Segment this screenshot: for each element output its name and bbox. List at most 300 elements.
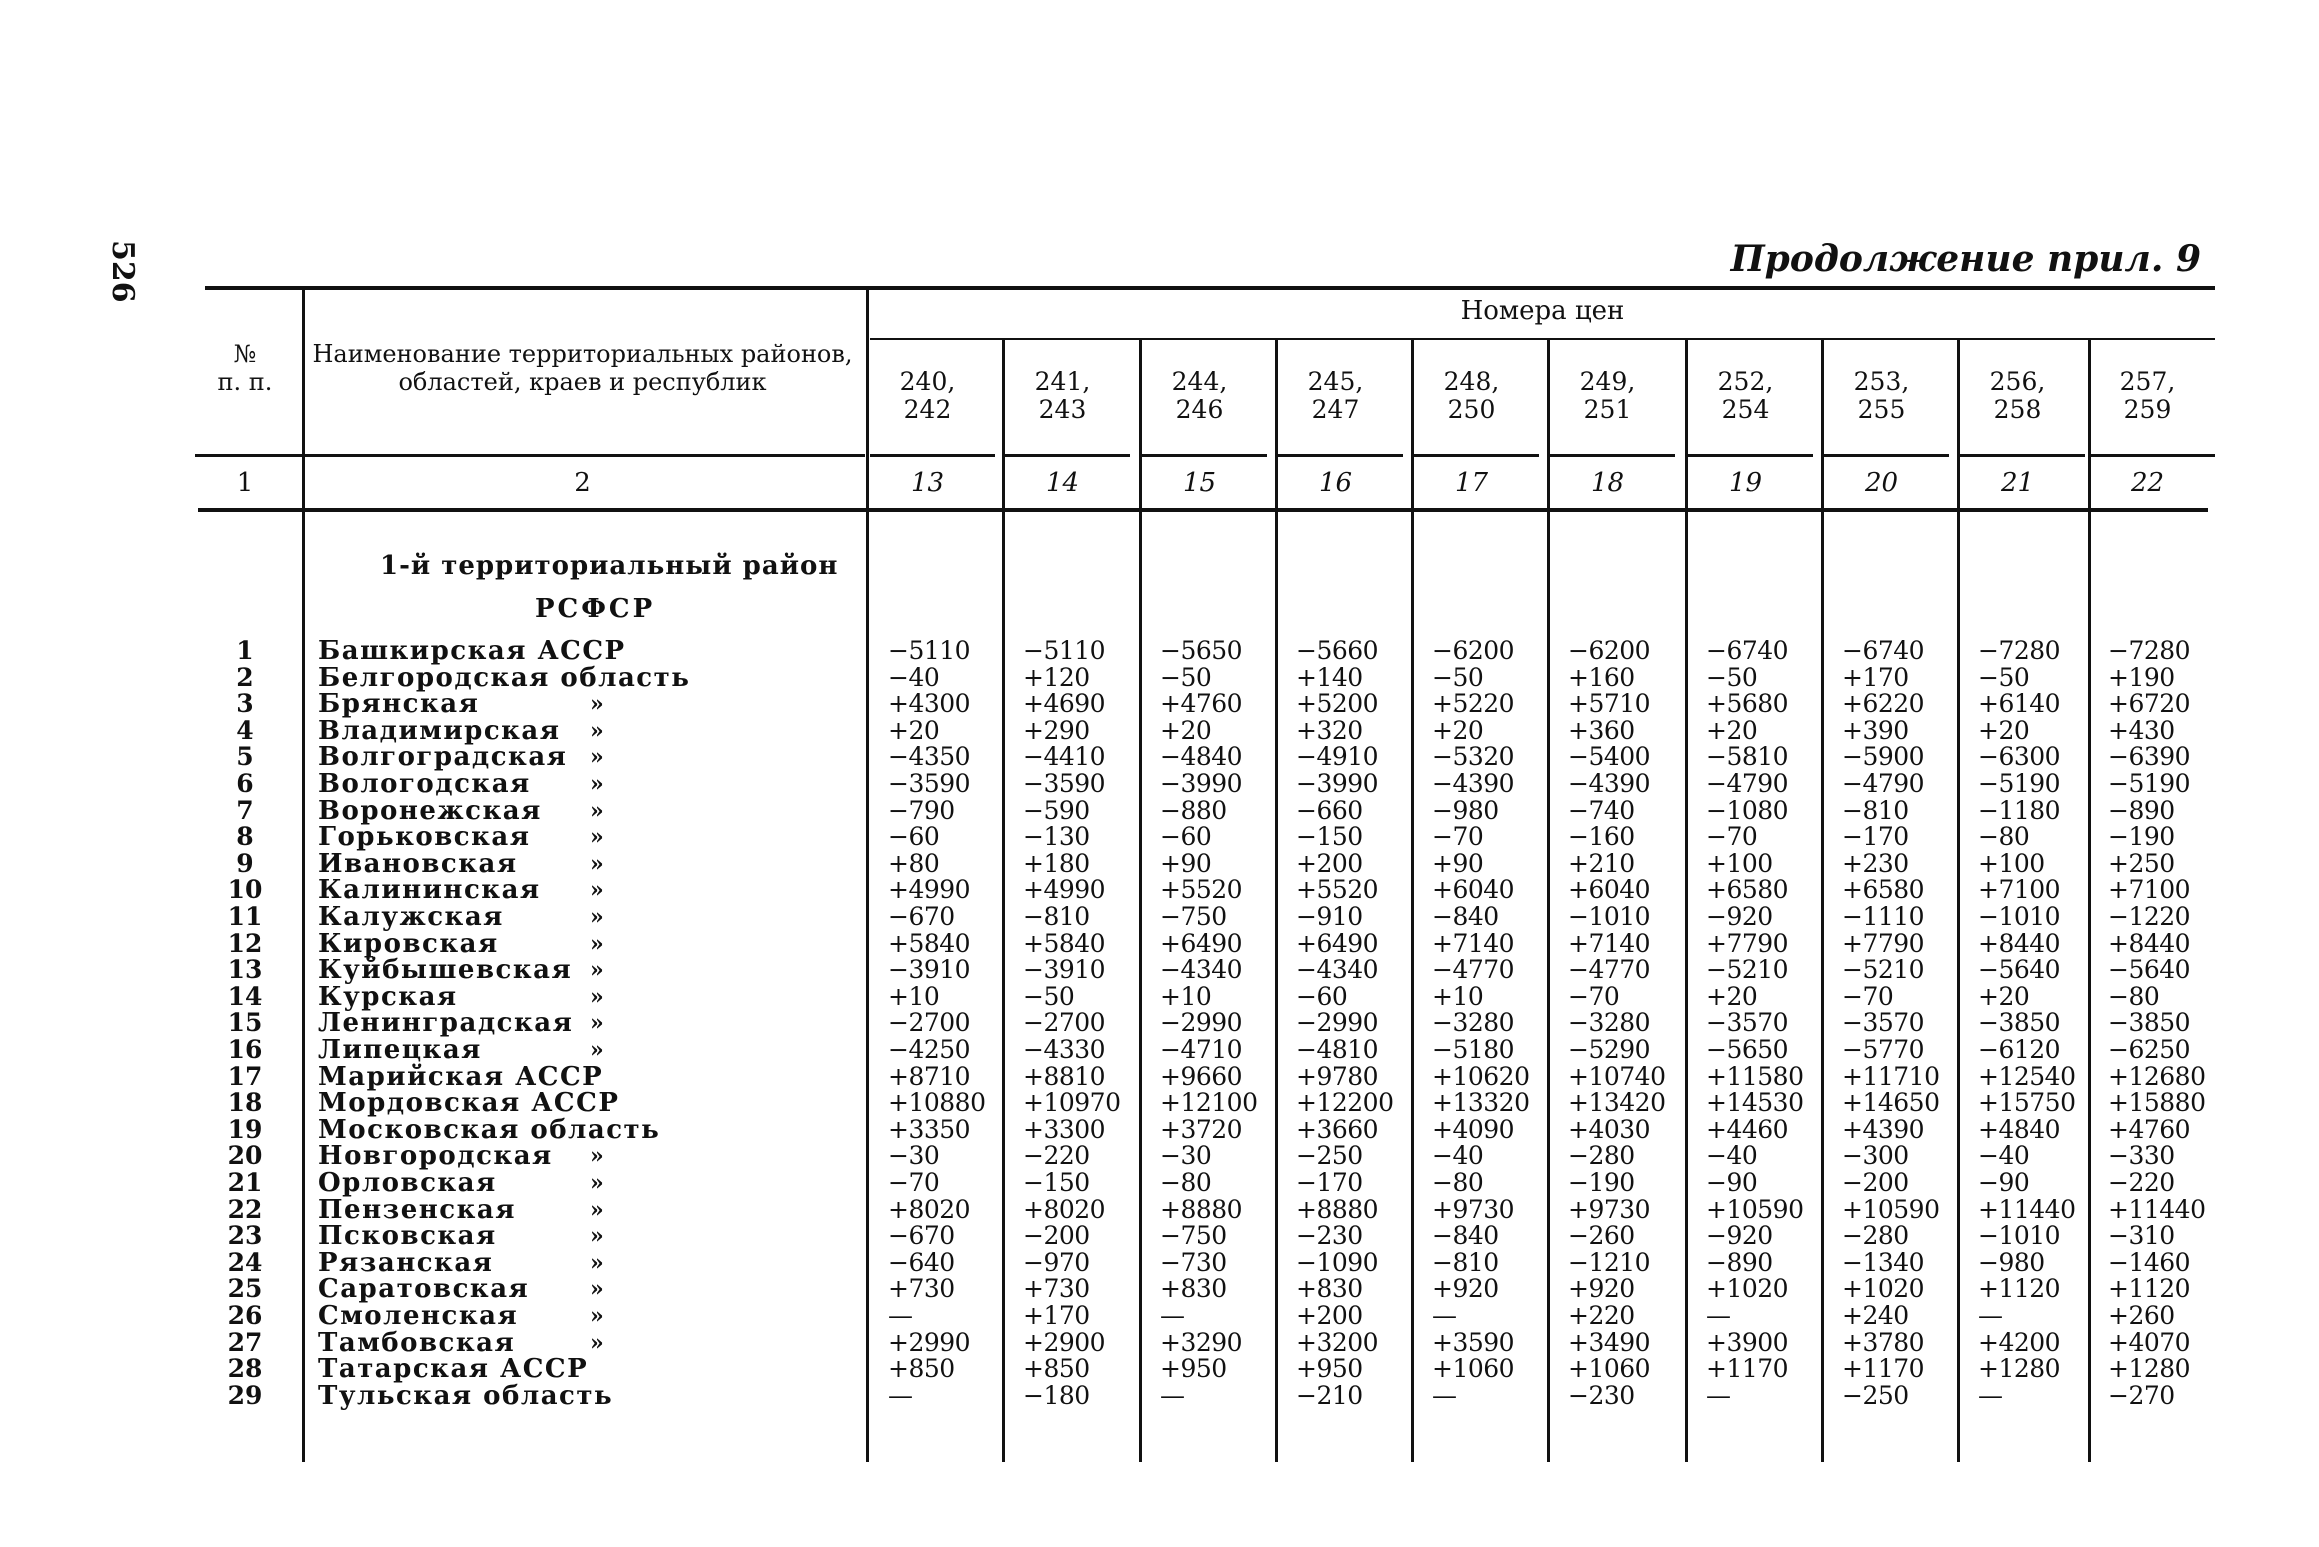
row-name: Московская область bbox=[318, 1114, 661, 1145]
value-cell: +5710 bbox=[1568, 689, 1651, 719]
row-number: 16 bbox=[227, 1035, 263, 1064]
value-cell: −3990 bbox=[1160, 769, 1243, 798]
value-cell: +160 bbox=[1568, 662, 1635, 692]
value-cell: −40 bbox=[888, 662, 940, 692]
column-number: 16 bbox=[1318, 468, 1353, 498]
value-cell: −2700 bbox=[1023, 1008, 1106, 1038]
row-name: Татарская АССР bbox=[318, 1354, 589, 1385]
value-cell: +170 bbox=[1842, 662, 1909, 692]
value-cell: −670 bbox=[888, 1221, 955, 1251]
value-cell: −3910 bbox=[1023, 955, 1106, 985]
header-rule-segment bbox=[1414, 454, 1539, 457]
row-number: 2 bbox=[236, 662, 254, 692]
value-cell: +9660 bbox=[1160, 1061, 1243, 1091]
value-cell: +3300 bbox=[1023, 1114, 1106, 1144]
value-cell: +10590 bbox=[1706, 1194, 1804, 1224]
column-number: 15 bbox=[1182, 468, 1217, 498]
value-cell: +14530 bbox=[1706, 1088, 1804, 1118]
value-cell: −3590 bbox=[888, 769, 971, 798]
value-cell: +11710 bbox=[1842, 1061, 1940, 1091]
value-cell: −5190 bbox=[1978, 769, 2061, 798]
value-cell: +290 bbox=[1023, 715, 1090, 745]
value-cell: −250 bbox=[1296, 1141, 1363, 1171]
value-cell: — bbox=[1160, 1301, 1185, 1330]
value-cell: — bbox=[1706, 1301, 1731, 1330]
row-name: Калининская bbox=[318, 875, 541, 906]
value-cell: −4410 bbox=[1023, 742, 1106, 772]
column-divider bbox=[1821, 340, 1824, 1462]
value-cell: — bbox=[1978, 1380, 2003, 1410]
value-cell: −4390 bbox=[1432, 769, 1515, 798]
header-rule-segment bbox=[1824, 454, 1949, 457]
value-cell: +4840 bbox=[1978, 1114, 2061, 1144]
value-cell: +3720 bbox=[1160, 1114, 1243, 1144]
row-number: 4 bbox=[236, 715, 254, 745]
value-cell: +11440 bbox=[2108, 1194, 2206, 1224]
ditto-mark: » bbox=[590, 1037, 604, 1063]
value-cell: −7280 bbox=[1978, 636, 2061, 665]
price-column-header: 253, 255 bbox=[1853, 367, 1910, 424]
header-rule-segment bbox=[1688, 454, 1813, 457]
value-cell: +180 bbox=[1023, 848, 1090, 878]
value-cell: +10880 bbox=[888, 1088, 986, 1118]
value-cell: +10620 bbox=[1432, 1061, 1530, 1091]
value-cell: −330 bbox=[2108, 1141, 2175, 1171]
value-cell: −730 bbox=[1160, 1247, 1227, 1277]
value-cell: +850 bbox=[1023, 1354, 1090, 1384]
ditto-mark: » bbox=[590, 1303, 604, 1329]
value-cell: −970 bbox=[1023, 1247, 1090, 1277]
value-cell: +5220 bbox=[1432, 689, 1515, 719]
column-number: 22 bbox=[2130, 468, 2165, 498]
value-cell: — bbox=[888, 1301, 913, 1330]
value-cell: −4390 bbox=[1568, 769, 1651, 798]
row-name: Тульская область bbox=[318, 1380, 614, 1411]
value-cell: +6580 bbox=[1706, 875, 1789, 905]
value-cell: +12540 bbox=[1978, 1061, 2076, 1091]
value-cell: −190 bbox=[2108, 822, 2175, 852]
value-cell: +10 bbox=[1432, 981, 1484, 1011]
value-cell: +10740 bbox=[1568, 1061, 1666, 1091]
value-cell: −5810 bbox=[1706, 742, 1789, 772]
header-rule-segment bbox=[1550, 454, 1675, 457]
value-cell: +2990 bbox=[888, 1327, 971, 1357]
column-number: 20 bbox=[1864, 468, 1899, 498]
value-cell: −5210 bbox=[1706, 955, 1789, 985]
value-cell: −840 bbox=[1432, 902, 1499, 931]
value-cell: +6580 bbox=[1842, 875, 1925, 905]
value-cell: −40 bbox=[1706, 1141, 1758, 1171]
value-cell: +6040 bbox=[1568, 875, 1651, 905]
row-number: 22 bbox=[227, 1194, 263, 1224]
ditto-mark: » bbox=[590, 691, 604, 718]
ditto-mark: » bbox=[590, 1223, 604, 1250]
value-cell: −260 bbox=[1568, 1221, 1635, 1251]
row-name: Куйбышевская bbox=[318, 955, 573, 986]
value-cell: −6740 bbox=[1706, 636, 1789, 665]
value-cell: −300 bbox=[1842, 1141, 1909, 1171]
prices-rule bbox=[870, 338, 2215, 340]
value-cell: +5680 bbox=[1706, 689, 1789, 719]
value-cell: +3660 bbox=[1296, 1114, 1379, 1144]
value-cell: +200 bbox=[1296, 848, 1363, 878]
price-column-header: 249, 251 bbox=[1579, 367, 1636, 424]
value-cell: −3850 bbox=[1978, 1008, 2061, 1038]
value-cell: −1220 bbox=[2108, 902, 2191, 931]
value-cell: +5200 bbox=[1296, 689, 1379, 719]
price-column-header: 252, 254 bbox=[1717, 367, 1774, 424]
value-cell: −1010 bbox=[1568, 902, 1651, 931]
row-name: Калужская bbox=[318, 902, 504, 932]
column-divider bbox=[1275, 340, 1278, 1462]
row-name: Псковская bbox=[318, 1221, 497, 1252]
row-number: 23 bbox=[227, 1221, 263, 1251]
ditto-mark: » bbox=[590, 877, 604, 904]
value-cell: +4990 bbox=[1023, 875, 1106, 905]
value-cell: −880 bbox=[1160, 795, 1227, 825]
row-number: 24 bbox=[227, 1247, 263, 1277]
value-cell: −60 bbox=[1296, 981, 1348, 1011]
row-name: Новгородская bbox=[318, 1141, 553, 1172]
header-rule-segment bbox=[2090, 454, 2215, 457]
value-cell: −150 bbox=[1023, 1168, 1090, 1197]
value-cell: +20 bbox=[1432, 715, 1484, 745]
ditto-mark: » bbox=[590, 1010, 604, 1037]
column-number: 13 bbox=[910, 468, 945, 498]
value-cell: −4770 bbox=[1568, 955, 1651, 985]
column-divider bbox=[1411, 340, 1414, 1462]
row-name: Смоленская bbox=[318, 1301, 519, 1331]
section-title: 1-й территориальный район bbox=[380, 551, 839, 581]
value-cell: −1090 bbox=[1296, 1247, 1379, 1277]
value-cell: +1020 bbox=[1706, 1274, 1789, 1304]
value-cell: −790 bbox=[888, 795, 955, 825]
row-number: 20 bbox=[227, 1141, 263, 1171]
value-cell: +8020 bbox=[1023, 1194, 1106, 1224]
value-cell: −50 bbox=[1706, 662, 1758, 692]
header-prices: Номера цен bbox=[1460, 296, 1625, 326]
value-cell: −750 bbox=[1160, 902, 1227, 931]
row-name: Владимирская bbox=[318, 715, 561, 746]
row-number: 19 bbox=[227, 1114, 263, 1144]
value-cell: +7790 bbox=[1842, 928, 1925, 958]
value-cell: −50 bbox=[1978, 662, 2030, 692]
column-divider bbox=[1139, 340, 1142, 1462]
value-cell: −810 bbox=[1842, 795, 1909, 825]
price-column-header: 248, 250 bbox=[1443, 367, 1500, 424]
row-number: 11 bbox=[227, 902, 263, 931]
value-cell: +200 bbox=[1296, 1301, 1363, 1330]
value-cell: −4330 bbox=[1023, 1035, 1106, 1064]
price-column-header: 240, 242 bbox=[899, 367, 956, 424]
value-cell: −840 bbox=[1432, 1221, 1499, 1251]
value-cell: +13320 bbox=[1432, 1088, 1530, 1118]
section-subtitle: РСФСР bbox=[535, 594, 656, 624]
value-cell: −80 bbox=[2108, 981, 2160, 1011]
value-cell: +6040 bbox=[1432, 875, 1515, 905]
value-cell: +4300 bbox=[888, 689, 971, 719]
value-cell: +830 bbox=[1160, 1274, 1227, 1304]
value-cell: +7140 bbox=[1568, 928, 1651, 958]
value-cell: +6490 bbox=[1160, 928, 1243, 958]
header-rule-segment bbox=[870, 454, 995, 457]
value-cell: — bbox=[1160, 1380, 1185, 1410]
value-cell: +3290 bbox=[1160, 1327, 1243, 1357]
row-number: 28 bbox=[227, 1354, 263, 1384]
value-cell: +120 bbox=[1023, 662, 1090, 692]
value-cell: +250 bbox=[2108, 848, 2175, 878]
value-cell: +15750 bbox=[1978, 1088, 2076, 1118]
column-number: 17 bbox=[1454, 468, 1489, 498]
value-cell: −4790 bbox=[1706, 769, 1789, 798]
value-cell: +4460 bbox=[1706, 1114, 1789, 1144]
price-column-header: 241, 243 bbox=[1034, 367, 1091, 424]
value-cell: −170 bbox=[1842, 822, 1909, 852]
value-cell: −230 bbox=[1296, 1221, 1363, 1251]
value-cell: +260 bbox=[2108, 1301, 2175, 1330]
value-cell: +4070 bbox=[2108, 1327, 2191, 1357]
value-cell: +240 bbox=[1842, 1301, 1909, 1330]
row-name: Мордовская АССР bbox=[318, 1088, 620, 1119]
value-cell: −1080 bbox=[1706, 795, 1789, 825]
value-cell: +3780 bbox=[1842, 1327, 1925, 1357]
column-divider bbox=[1002, 340, 1005, 1462]
row-name: Ленинградская bbox=[318, 1008, 574, 1039]
value-cell: −80 bbox=[1160, 1168, 1212, 1197]
value-cell: −660 bbox=[1296, 795, 1363, 825]
value-cell: −280 bbox=[1842, 1221, 1909, 1251]
value-cell: −70 bbox=[1706, 822, 1758, 852]
value-cell: +14650 bbox=[1842, 1088, 1940, 1118]
value-cell: −3280 bbox=[1568, 1008, 1651, 1038]
value-cell: −6390 bbox=[2108, 742, 2191, 772]
value-cell: +920 bbox=[1568, 1274, 1635, 1304]
price-column-header: 256, 258 bbox=[1989, 367, 2046, 424]
value-cell: −310 bbox=[2108, 1221, 2175, 1251]
value-cell: +11580 bbox=[1706, 1061, 1804, 1091]
column-number: 14 bbox=[1045, 468, 1080, 498]
value-cell: −4790 bbox=[1842, 769, 1925, 798]
value-cell: −590 bbox=[1023, 795, 1090, 825]
value-cell: −5180 bbox=[1432, 1035, 1515, 1064]
value-cell: −2990 bbox=[1296, 1008, 1379, 1038]
value-cell: +4760 bbox=[2108, 1114, 2191, 1144]
value-cell: +3200 bbox=[1296, 1327, 1379, 1357]
header-rule-segment bbox=[1142, 454, 1267, 457]
value-cell: −5400 bbox=[1568, 742, 1651, 772]
value-cell: +100 bbox=[1978, 848, 2045, 878]
value-cell: +5840 bbox=[888, 928, 971, 958]
ditto-mark: » bbox=[590, 957, 604, 984]
value-cell: +8880 bbox=[1296, 1194, 1379, 1224]
row-number: 7 bbox=[236, 795, 254, 825]
value-cell: −1180 bbox=[1978, 795, 2061, 825]
value-cell: −130 bbox=[1023, 822, 1090, 852]
column-number: 21 bbox=[2000, 468, 2035, 498]
ditto-mark: » bbox=[590, 850, 604, 877]
value-cell: +6140 bbox=[1978, 689, 2061, 719]
value-cell: +360 bbox=[1568, 715, 1635, 745]
value-cell: −5660 bbox=[1296, 636, 1379, 665]
row-name: Горьковская bbox=[318, 822, 531, 853]
ditto-mark: » bbox=[590, 904, 604, 930]
header-rule-segment bbox=[305, 454, 865, 457]
value-cell: +6490 bbox=[1296, 928, 1379, 958]
row-number: 1 bbox=[236, 636, 254, 665]
value-cell: −30 bbox=[1160, 1141, 1212, 1171]
value-cell: +4090 bbox=[1432, 1114, 1515, 1144]
value-cell: +7100 bbox=[2108, 875, 2191, 905]
value-cell: −6300 bbox=[1978, 742, 2061, 772]
value-cell: −980 bbox=[1978, 1247, 2045, 1277]
value-cell: −5640 bbox=[1978, 955, 2061, 985]
ditto-mark: » bbox=[590, 744, 604, 771]
value-cell: −5900 bbox=[1842, 742, 1925, 772]
value-cell: −6120 bbox=[1978, 1035, 2061, 1064]
value-cell: −30 bbox=[888, 1141, 940, 1171]
value-cell: −980 bbox=[1432, 795, 1499, 825]
value-cell: +20 bbox=[1706, 715, 1758, 745]
page-number: 526 bbox=[105, 240, 140, 303]
value-cell: −5650 bbox=[1160, 636, 1243, 665]
header-rule-segment bbox=[1960, 454, 2085, 457]
value-cell: −220 bbox=[2108, 1168, 2175, 1197]
price-column-header: 257, 259 bbox=[2119, 367, 2176, 424]
value-cell: −4770 bbox=[1432, 955, 1515, 985]
row-number: 29 bbox=[227, 1380, 263, 1410]
value-cell: −4840 bbox=[1160, 742, 1243, 772]
value-cell: −810 bbox=[1432, 1247, 1499, 1277]
value-cell: −3850 bbox=[2108, 1008, 2191, 1038]
value-cell: +7140 bbox=[1432, 928, 1515, 958]
value-cell: −5190 bbox=[2108, 769, 2191, 798]
value-cell: −4340 bbox=[1296, 955, 1379, 985]
value-cell: −230 bbox=[1568, 1380, 1635, 1410]
row-number: 27 bbox=[227, 1327, 263, 1357]
value-cell: −3570 bbox=[1706, 1008, 1789, 1038]
value-cell: +8020 bbox=[888, 1194, 971, 1224]
ditto-mark: » bbox=[590, 1196, 604, 1223]
value-cell: −890 bbox=[2108, 795, 2175, 825]
row-name: Липецкая bbox=[318, 1035, 482, 1065]
row-name: Пензенская bbox=[318, 1194, 516, 1225]
value-cell: +3590 bbox=[1432, 1327, 1515, 1357]
value-cell: +20 bbox=[1706, 981, 1758, 1011]
value-cell: −6200 bbox=[1568, 636, 1651, 665]
value-cell: +190 bbox=[2108, 662, 2175, 692]
value-cell: −6740 bbox=[1842, 636, 1925, 665]
value-cell: +10590 bbox=[1842, 1194, 1940, 1224]
row-name: Саратовская bbox=[318, 1274, 530, 1305]
value-cell: +170 bbox=[1023, 1301, 1090, 1330]
value-cell: +1280 bbox=[2108, 1354, 2191, 1384]
value-cell: −50 bbox=[1432, 662, 1484, 692]
value-cell: −920 bbox=[1706, 1221, 1773, 1251]
value-cell: −270 bbox=[2108, 1380, 2175, 1410]
value-cell: +950 bbox=[1296, 1354, 1363, 1384]
value-cell: +90 bbox=[1160, 848, 1212, 878]
value-cell: −40 bbox=[1978, 1141, 2030, 1171]
row-number: 17 bbox=[227, 1061, 263, 1091]
ditto-mark: » bbox=[590, 1276, 604, 1303]
column-number: 18 bbox=[1590, 468, 1625, 498]
value-cell: +6220 bbox=[1842, 689, 1925, 719]
value-cell: −920 bbox=[1706, 902, 1773, 931]
value-cell: −5640 bbox=[2108, 955, 2191, 985]
value-cell: −210 bbox=[1296, 1380, 1363, 1410]
value-cell: +9730 bbox=[1568, 1194, 1651, 1224]
value-cell: +10 bbox=[1160, 981, 1212, 1011]
value-cell: −160 bbox=[1568, 822, 1635, 852]
value-cell: +12100 bbox=[1160, 1088, 1258, 1118]
value-cell: — bbox=[1432, 1301, 1457, 1330]
value-cell: +3350 bbox=[888, 1114, 971, 1144]
value-cell: +830 bbox=[1296, 1274, 1363, 1304]
value-cell: +9780 bbox=[1296, 1061, 1379, 1091]
value-cell: +4990 bbox=[888, 875, 971, 905]
value-cell: −5320 bbox=[1432, 742, 1515, 772]
ditto-mark: » bbox=[590, 930, 604, 957]
value-cell: +11440 bbox=[1978, 1194, 2076, 1224]
ditto-mark: » bbox=[590, 824, 604, 851]
row-name: Белгородская область bbox=[318, 662, 691, 693]
value-cell: −1010 bbox=[1978, 1221, 2061, 1251]
value-cell: +4390 bbox=[1842, 1114, 1925, 1144]
value-cell: −150 bbox=[1296, 822, 1363, 852]
value-cell: +20 bbox=[1160, 715, 1212, 745]
row-name: Тамбовская bbox=[318, 1327, 516, 1358]
value-cell: −200 bbox=[1023, 1221, 1090, 1251]
column-number-rule bbox=[198, 508, 2208, 512]
column-number: 19 bbox=[1728, 468, 1763, 498]
row-number: 26 bbox=[227, 1301, 263, 1330]
row-number: 25 bbox=[227, 1274, 263, 1304]
value-cell: −5770 bbox=[1842, 1035, 1925, 1064]
value-cell: +8710 bbox=[888, 1061, 971, 1091]
value-cell: −280 bbox=[1568, 1141, 1635, 1171]
column-divider bbox=[302, 290, 305, 1462]
value-cell: −890 bbox=[1706, 1247, 1773, 1277]
value-cell: +730 bbox=[888, 1274, 955, 1304]
value-cell: +1060 bbox=[1432, 1354, 1515, 1384]
row-number: 8 bbox=[236, 822, 254, 852]
value-cell: +100 bbox=[1706, 848, 1773, 878]
value-cell: −3570 bbox=[1842, 1008, 1925, 1038]
row-number: 18 bbox=[227, 1088, 263, 1118]
value-cell: +8880 bbox=[1160, 1194, 1243, 1224]
value-cell: — bbox=[1432, 1380, 1457, 1410]
row-number: 10 bbox=[227, 875, 263, 905]
row-name: Орловская bbox=[318, 1168, 497, 1198]
row-name: Башкирская АССР bbox=[318, 636, 626, 666]
value-cell: −70 bbox=[1432, 822, 1484, 852]
price-column-header: 244, 246 bbox=[1171, 367, 1228, 424]
value-cell: +320 bbox=[1296, 715, 1363, 745]
value-cell: −60 bbox=[888, 822, 940, 852]
value-cell: +20 bbox=[1978, 715, 2030, 745]
row-name: Волгоградская bbox=[318, 742, 568, 773]
value-cell: +1120 bbox=[1978, 1274, 2061, 1304]
value-cell: +8810 bbox=[1023, 1061, 1106, 1091]
value-cell: +920 bbox=[1432, 1274, 1499, 1304]
value-cell: −5290 bbox=[1568, 1035, 1651, 1064]
value-cell: −90 bbox=[1706, 1168, 1758, 1197]
value-cell: +4760 bbox=[1160, 689, 1243, 719]
column-number: 2 bbox=[574, 468, 591, 498]
value-cell: −4340 bbox=[1160, 955, 1243, 985]
value-cell: +4200 bbox=[1978, 1327, 2061, 1357]
row-name: Брянская bbox=[318, 689, 480, 720]
